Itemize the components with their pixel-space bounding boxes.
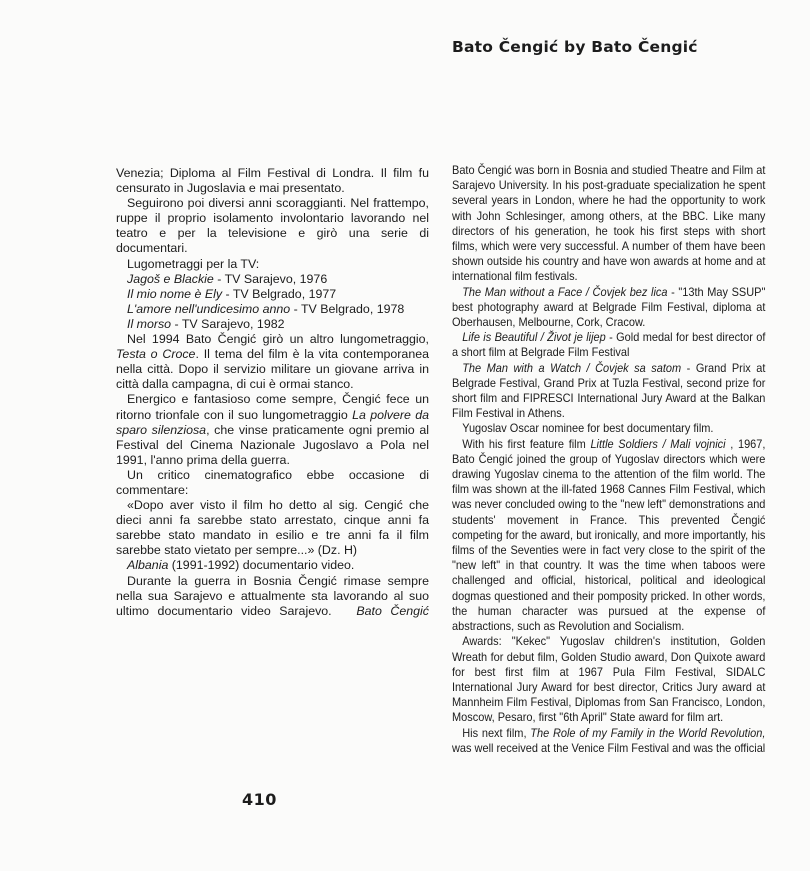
text: , che vinse praticamente ogni premio al Festival del Cinema Nazionale Jugoslavo a Pola nel 1991, l'anno prima della guerra. xyxy=(116,422,429,467)
award-paragraph xyxy=(452,330,765,360)
paragraph xyxy=(116,392,429,467)
text: . Il tema del film è la vita contemporanea nella città. Dopo il servizio militare un giovane arriva in città dalla campagna, di cui è ormai stanco. xyxy=(116,347,429,392)
film-detail: - TV Sarajevo, 1982 xyxy=(171,316,285,331)
page-number: 410 xyxy=(242,790,277,809)
paragraph xyxy=(116,558,429,573)
film-detail: - TV Sarajevo, 1976 xyxy=(213,271,328,286)
paragraph: Lugometraggi per la TV: xyxy=(127,256,260,271)
italian-column xyxy=(116,166,429,619)
film-title: The Role of my Family in the World Revolution, xyxy=(530,725,766,740)
text: Energico e fantasioso come sempre, Čengić fece un ritorno trionfale con il suo lungometraggio xyxy=(116,392,429,422)
film-title: Albania xyxy=(127,558,169,573)
film-title: The Man without a Face / Čovjek bez lica xyxy=(462,284,668,299)
film-title: Jagoš e Blackie xyxy=(127,271,214,286)
film-title: La polvere da sparo silenziosa xyxy=(116,407,430,437)
paragraph: Awards: "Kekec" Yugoslav children's institution, Golden Wreath for debut film, Golden Studio award, Don Quixote award for best first film at 1967 Pula Film Festival, SIDALC International Jury Award for best director, Critics Jury award at Mannheim Film Festival, Diplomas from San Francisco, London, Moscow, Pesaro, first "6th April" State award for film art. xyxy=(452,634,766,725)
film-title: Testa o Croce xyxy=(116,347,196,362)
film-title: Il mio nome è Ely xyxy=(127,286,223,301)
text: His next film, xyxy=(462,725,531,740)
tv-film-item xyxy=(116,272,429,287)
paragraph: Bato Čengić was born in Bosnia and studied Theatre and Film at Sarajevo University. In his post-graduate specialization he spent several years in London, where he had the opportunity to work with John Schlesinger, among others, at the BBC. Like many directors of his generation, he took his first steps with short films, which were very successful. A number of them have been shown outside his country and have won awards at home and at international film festivals. xyxy=(452,163,766,284)
english-column xyxy=(452,163,765,756)
film-detail: - TV Belgrado, 1977 xyxy=(222,286,337,301)
text: - Gold medal for best director of a short film at Belgrade Film Festival xyxy=(452,330,766,360)
text: With his first feature film xyxy=(462,436,591,451)
paragraph: Un critico cinematografico ebbe occasione di commentare: xyxy=(116,467,429,497)
paragraph xyxy=(452,437,765,635)
film-title: Little Soldiers / Mali vojnici xyxy=(590,436,726,451)
text: , 1967, Bato Čengić joined the group of Yugoslav directors which were drawing Yugoslav cinema to the attention of the film world. The film was shown at the ill-fated 1968 Cannes Film Festival, which was never concluded owing to the "new left" demonstrations and students' movement in France. This prevented Čengić competing for the award, but ironically, and more importantly, his films of the Seventies were in fact very close to the spirit of the "new left" in that country. It was the time when taboos were challenged and official, historical, political and ideological dogmas questioned and their pomposity pricked. In other words, the human character was pursued at the expense of abstractions, such as Revolution and Socialism. xyxy=(452,436,766,634)
paragraph xyxy=(116,332,429,392)
text: Durante la guerra in Bosnia Čengić rimase sempre nella sua Sarajevo e attualmente sta lavorando al suo ultimo documentario video Sarajevo. xyxy=(116,573,429,618)
text: - "13th May SSUP" best photography award at Belgrade Film Festival, diploma at Oberhausen, Melbourne, Cork, Cracow. xyxy=(452,284,766,330)
paragraph: Venezia; Diploma al Film Festival di Londra. Il film fu censurato in Jugoslavia e mai presentato. xyxy=(116,166,429,196)
tv-film-item xyxy=(116,302,429,317)
paragraph: Seguirono poi diversi anni scoraggianti. Nel frattempo, ruppe il proprio isolamento involontario lavorando nel teatro e per la televisione e girò una serie di documentari. xyxy=(116,196,429,256)
award-paragraph xyxy=(452,285,765,331)
text: Nel 1994 Bato Čengić girò un altro lungometraggio, xyxy=(127,332,429,347)
text: - Grand Prix at Belgrade Festival, Grand Prix at Tuzla Festival, second prize for short film and FIPRESCI International Jury Award at the Balkan Film Festival in Athens. xyxy=(452,360,766,421)
award-paragraph xyxy=(452,361,765,422)
paragraph xyxy=(116,574,429,619)
tv-film-item xyxy=(116,287,429,302)
film-title: Life is Beautiful / Život je lijep xyxy=(462,330,606,345)
paragraph xyxy=(452,726,765,756)
film-title: L'amore nell'undicesimo anno xyxy=(127,301,291,316)
page-title: Bato Čengić by Bato Čengić xyxy=(452,38,698,56)
text: was well received at the Venice Film Festival and was the official xyxy=(452,740,766,755)
tv-film-item xyxy=(116,317,429,332)
signature: Bato Čengić xyxy=(356,603,429,618)
film-title: Il morso xyxy=(127,316,172,331)
text: (1991-1992) documentario video. xyxy=(168,558,355,573)
film-title: The Man with a Watch / Čovjek sa satom xyxy=(462,360,682,375)
paragraph: Yugoslav Oscar nominee for best documentary film. xyxy=(462,421,714,436)
film-detail: - TV Belgrado, 1978 xyxy=(290,301,405,316)
quote-paragraph: «Dopo aver visto il film ho detto al sig. Cengić che dieci anni fa sarebbe stato arrestato, cinque anni fa sarebbe stato mandato in esilio e tre anni fa il film sarebbe stato vietato per sempre...» (Dz. H) xyxy=(116,498,429,558)
